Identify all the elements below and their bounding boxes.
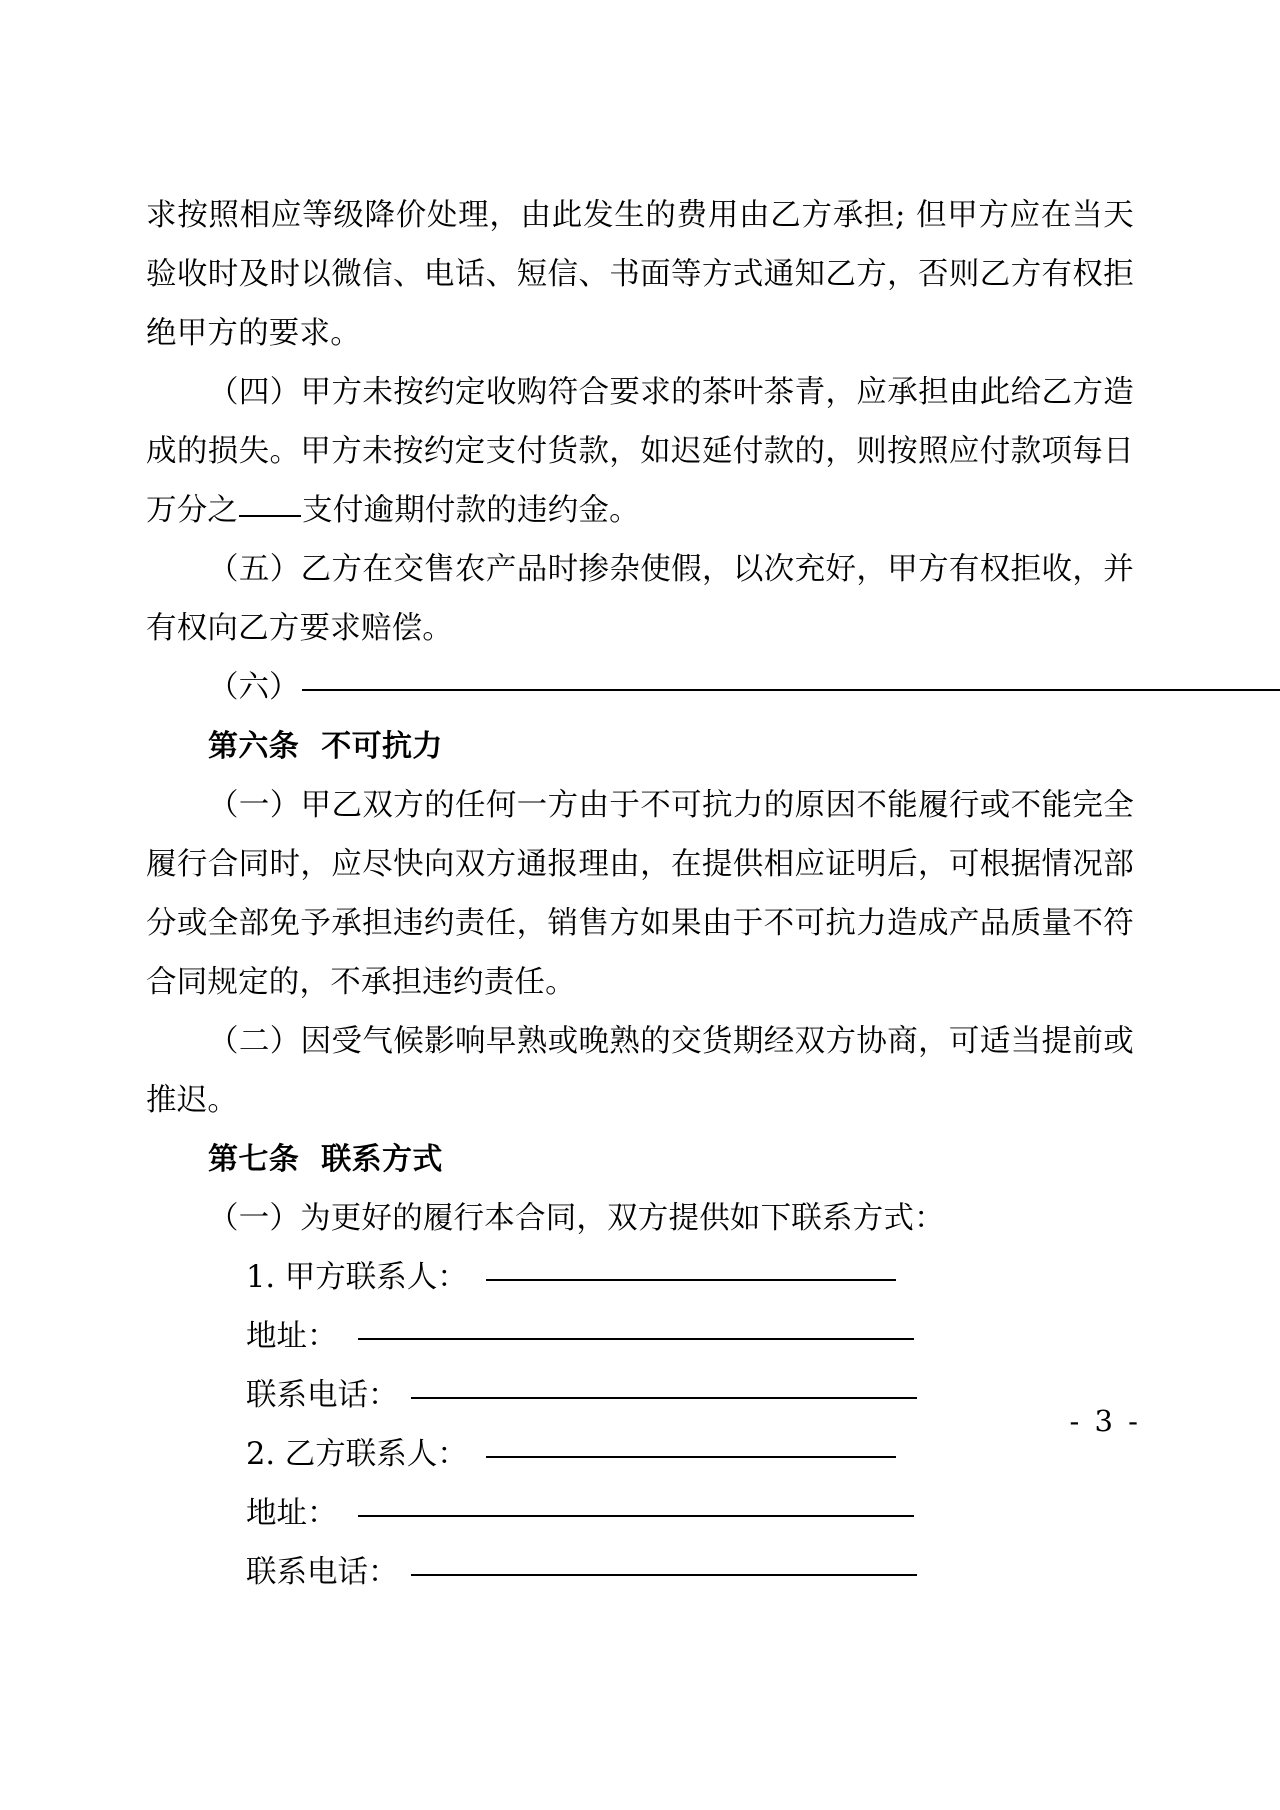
article-six-number: 第六条 xyxy=(208,729,300,764)
contact-input-party-a-address[interactable] xyxy=(358,1338,914,1340)
contact-row-party-b-phone xyxy=(146,1543,1134,1602)
article-seven-title: 联系方式 xyxy=(321,1142,443,1177)
contact-row-party-a-person xyxy=(146,1248,1134,1307)
paragraph-continued-item-three: 求按照相应等级降价处理，由此发生的费用由乙方承担; 但甲方应在当天验收时及时以微信、电话、短信、书面等方式通知乙方，否则乙方有权拒绝甲方的要求。 xyxy=(146,198,1134,351)
paragraph-article-six-item-one: （一）甲乙双方的任何一方由于不可抗力的原因不能履行或不能完全履行合同时，应尽快向双方通报理由，在提供相应证明后，可根据情况部分或全部免予承担违约责任，销售方如果由于不可抗力造成产品质量不符合同规定的，不承担违约责任。 xyxy=(146,788,1134,1000)
contact-label-party-b-person: 2. 乙方联系人： xyxy=(246,1437,468,1472)
contact-row-party-a-phone xyxy=(146,1366,1134,1425)
contact-row-party-b-person xyxy=(146,1425,1134,1484)
contact-input-party-a-person[interactable] xyxy=(486,1279,896,1281)
article-seven-number: 第七条 xyxy=(208,1142,300,1177)
paragraph-item-five: （五）乙方在交售农产品时掺杂使假，以次充好，甲方有权拒收，并有权向乙方要求赔偿。 xyxy=(146,552,1134,646)
contact-input-party-b-phone[interactable] xyxy=(411,1574,917,1576)
heading-article-six xyxy=(146,717,1134,776)
document-body xyxy=(146,186,1134,1602)
penalty-rate-blank[interactable] xyxy=(239,515,301,517)
paragraph-item-six xyxy=(146,658,1134,717)
contact-input-party-b-person[interactable] xyxy=(486,1456,896,1458)
paragraph-item-four-text-b: 支付逾期付款的违约金。 xyxy=(302,493,640,528)
contact-row-party-b-address xyxy=(146,1484,1134,1543)
page-number: - 3 - xyxy=(1069,1404,1141,1438)
paragraph-item-four xyxy=(146,363,1134,540)
contact-input-party-a-phone[interactable] xyxy=(411,1397,917,1399)
contact-label-party-b-phone: 联系电话： xyxy=(246,1555,399,1590)
paragraph-article-six-item-two: （二）因受气候影响早熟或晚熟的交货期经双方协商，可适当提前或推迟。 xyxy=(146,1024,1134,1118)
paragraph-article-seven-item-one: （一）为更好的履行本合同，双方提供如下联系方式： xyxy=(208,1201,945,1236)
contact-label-party-a-person: 1. 甲方联系人： xyxy=(246,1260,468,1295)
contact-input-party-b-address[interactable] xyxy=(358,1515,914,1517)
contact-row-party-a-address xyxy=(146,1307,1134,1366)
item-six-blank-rule[interactable] xyxy=(302,689,1280,691)
article-six-title: 不可抗力 xyxy=(321,729,443,764)
item-six-label: （六） xyxy=(208,670,300,705)
contact-label-party-a-phone: 联系电话： xyxy=(246,1378,399,1413)
paragraph-item-four-text-a: （四）甲方未按约定收购符合要求的茶叶茶青，应承担由此给乙方造成的损失。甲方未按约定支付货款，如迟延付款的，则按照应付款项每日万分之 xyxy=(146,375,1134,528)
heading-article-seven xyxy=(146,1130,1134,1189)
contact-label-party-a-address: 地址： xyxy=(246,1319,338,1354)
contact-label-party-b-address: 地址： xyxy=(246,1496,338,1531)
